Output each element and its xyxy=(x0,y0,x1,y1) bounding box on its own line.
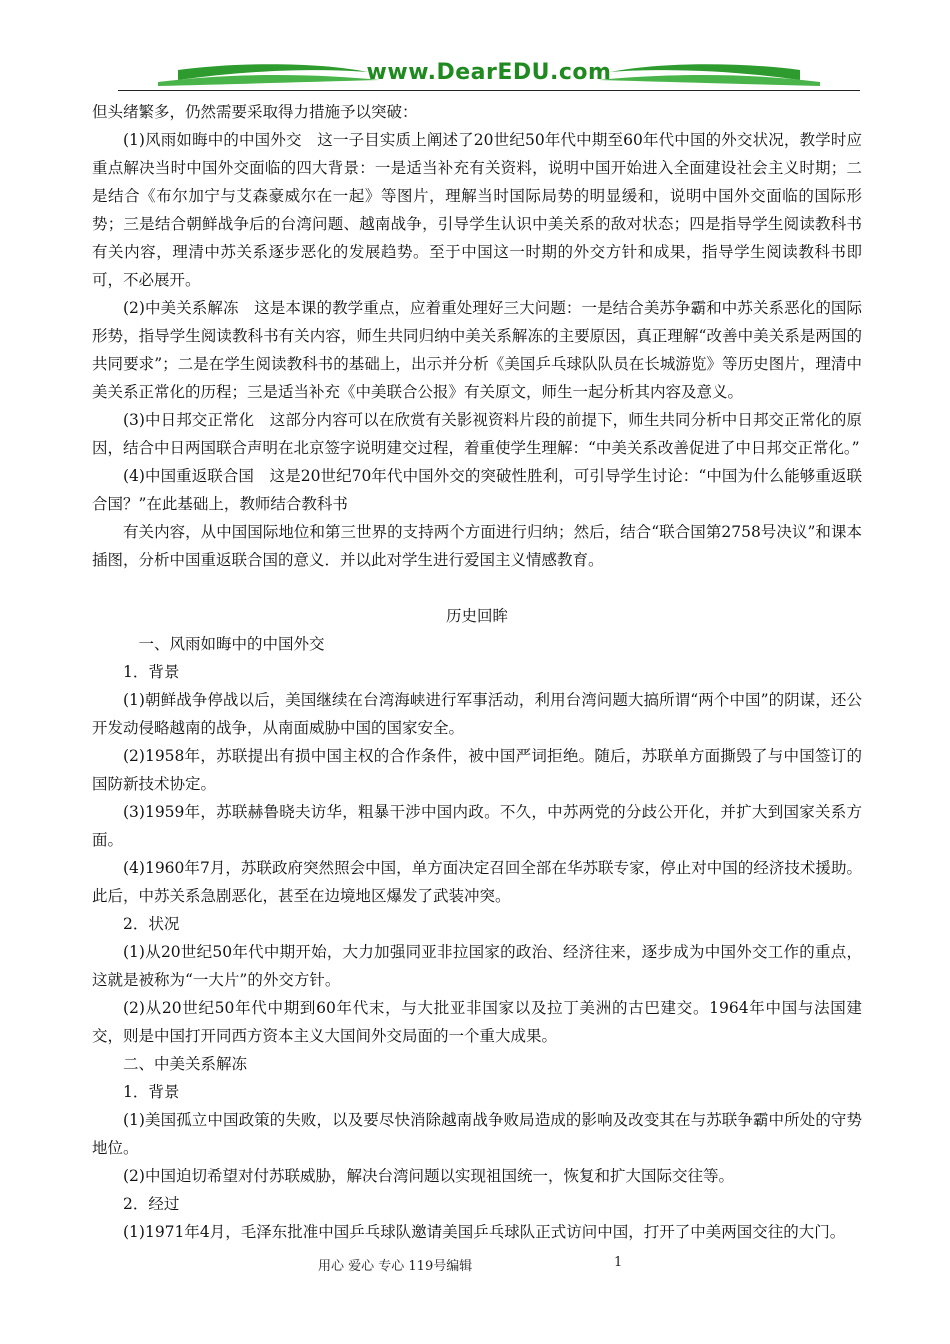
section-heading: 一、风雨如晦中的中国外交 xyxy=(138,635,325,653)
paragraph: (1)美国孤立中国政策的失败，以及要尽快消除越南战争败局造成的影响及改变其在与苏联争霸中所处的守势地位。 xyxy=(92,1111,862,1157)
subheading: 1．背景 xyxy=(123,663,180,681)
header-divider xyxy=(118,90,860,91)
section-heading: 二、中美关系解冻 xyxy=(123,1055,248,1073)
page-header xyxy=(118,58,860,92)
document-body xyxy=(92,98,862,1246)
footer-text: 用心 爱心 专心 119号编辑 xyxy=(318,1259,473,1274)
paragraph: (4)1960年7月，苏联政府突然照会中国，单方面决定召回全部在华苏联专家，停止对中国的经济技术援助。此后，中苏关系急剧恶化，甚至在边境地区爆发了武装冲突。 xyxy=(92,859,862,905)
paragraph: 有关内容，从中国国际地位和第三世界的支持两个方面进行归纳；然后，结合“联合国第2758号决议”和课本插图，分析中国重返联合国的意义．并以此对学生进行爱国主义情感教育。 xyxy=(92,523,862,569)
paragraph: 但头绪繁多，仍然需要采取得力措施予以突破： xyxy=(92,103,418,121)
site-logo: www.DearEDU.com xyxy=(366,60,612,85)
paragraph: (3)1959年，苏联赫鲁晓夫访华，粗暴干涉中国内政。不久，中苏两党的分歧公开化，并扩大到国家关系方面。 xyxy=(92,803,862,849)
paragraph: (1)风雨如晦中的中国外交 这一子目实质上阐述了20世纪50年代中期至60年代中国的外交状况，教学时应重点解决当时中国外交面临的四大背景：一是适当补充有关资料，说明中国开始进入全面建设社会主义时期；二是结合《布尔加宁与艾森豪威尔在一起》等图片，理解当时国际局势的明显缓和，说明中国外交面临的国际形势；三是结合朝鲜战争后的台湾问题、越南战争，引导学生认识中美关系的敌对状态；四是指导学生阅读教科书有关内容，理清中苏关系逐步恶化的发展趋势。至于中国这一时期的外交方针和成果，指导学生阅读教科书即可，不必展开。 xyxy=(92,131,862,289)
spacer xyxy=(92,574,862,602)
paragraph: (3)中日邦交正常化 这部分内容可以在欣赏有关影视资料片段的前提下，师生共同分析中日邦交正常化的原因，结合中日两国联合声明在北京签字说明建交过程，着重使学生理解：“中美关系改善促进了中日邦交正常化。” xyxy=(92,411,862,457)
subheading: 1．背景 xyxy=(123,1083,180,1101)
paragraph: (2)中国迫切希望对付苏联威胁，解决台湾问题以实现祖国统一，恢复和扩大国际交往等。 xyxy=(123,1167,734,1185)
section-title: 历史回眸 xyxy=(445,607,508,625)
paragraph: (2)中美关系解冻 这是本课的教学重点，应着重处理好三大问题：一是结合美苏争霸和中苏关系恶化的国际形势，指导学生阅读教科书有关内容，师生共同归纳中美关系解冻的主要原因，真正理解“改善中美关系是两国的共同要求”；二是在学生阅读教科书的基础上，出示并分析《美国乒乓球队队员在长城游览》等历史图片，理清中美关系正常化的历程；三是适当补充《中美联合公报》有关原文，师生一起分析其内容及意义。 xyxy=(92,299,862,401)
paragraph: (2)从20世纪50年代中期到60年代末，与大批亚非国家以及拉丁美洲的古巴建交。1964年中国与法国建交，则是中国打开同西方资本主义大国间外交局面的一个重大成果。 xyxy=(92,999,862,1045)
paragraph: (2)1958年，苏联提出有损中国主权的合作条件，被中国严词拒绝。随后，苏联单方面撕毁了与中国签订的国防新技术协定。 xyxy=(92,747,862,793)
paragraph: (1)1971年4月，毛泽东批准中国乒乓球队邀请美国乒乓球队正式访问中国，打开了中美两国交往的大门。 xyxy=(123,1223,846,1241)
page-number: 1 xyxy=(614,1255,623,1270)
paragraph: (1)朝鲜战争停战以后，美国继续在台湾海峡进行军事活动，利用台湾问题大搞所谓“两个中国”的阴谋，还公开发动侵略越南的战争，从南面威胁中国的国家安全。 xyxy=(92,691,862,737)
paragraph: (4)中国重返联合国 这是20世纪70年代中国外交的突破性胜利，可引导学生讨论：“中国为什么能够重返联合国？”在此基础上，教师结合教科书 xyxy=(92,467,862,513)
subheading: 2．状况 xyxy=(123,915,180,933)
page-footer xyxy=(0,1255,950,1275)
subheading: 2．经过 xyxy=(123,1195,180,1213)
paragraph: (1)从20世纪50年代中期开始，大力加强同亚非拉国家的政治、经济往来，逐步成为中国外交工作的重点，这就是被称为“一大片”的外交方针。 xyxy=(92,943,862,989)
